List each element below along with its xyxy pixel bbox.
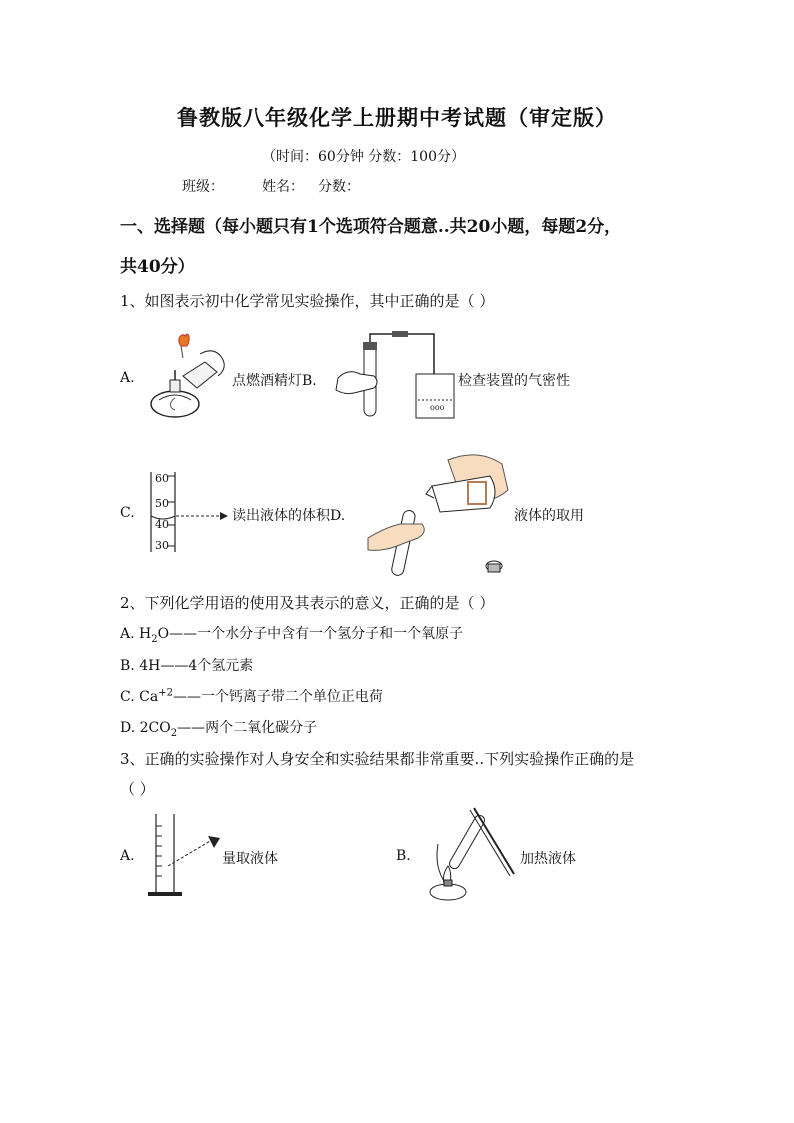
formula: 2CO [139, 720, 171, 736]
section-heading: 一、选择题（每小题只有1个选项符合题意..共20小题，每题2分， [120, 217, 622, 237]
formula: 4H [139, 658, 161, 674]
question-3-answer-blank: （ ） [120, 780, 155, 798]
score-label: 分数： [318, 179, 360, 195]
question-2-stem: 2、下列化学用语的使用及其表示的意义，正确的是（ ） [120, 594, 495, 612]
q3-option-a-caption: 量取液体 [222, 851, 278, 867]
cylinder-tick-60: 60 [155, 472, 169, 485]
heating-liquid-illustration [424, 804, 520, 904]
formula: H [139, 626, 152, 642]
q1-option-c-caption: 读出液体的体积D. [232, 508, 346, 524]
formula-subscript: 2 [151, 633, 158, 645]
q1-option-a-caption: 点燃酒精灯B. [232, 373, 317, 389]
cylinder-tick-40: 40 [155, 518, 169, 531]
formula: Ca [139, 689, 159, 705]
q3-option-a-letter: A. [120, 848, 135, 864]
formula-tail: O [157, 626, 170, 642]
formula-superscript: +2 [158, 687, 173, 699]
q1-option-d-caption: 液体的取用 [514, 508, 584, 524]
q2-option-c [120, 686, 383, 706]
option-text: ——4个氢元素 [160, 658, 254, 674]
measuring-cylinder-illustration [148, 812, 224, 898]
option-text: ——两个二氧化碳分子 [177, 720, 318, 736]
option-letter: C. [120, 689, 135, 705]
option-text: ——一个水分子中含有一个氢分子和一个氧原子 [169, 626, 464, 642]
q2-option-b [120, 655, 253, 675]
option-letter: D. [120, 720, 136, 736]
q3-option-b-caption: 加热液体 [520, 851, 576, 867]
q2-option-a [120, 623, 463, 645]
q1-option-b-caption: 检查装置的气密性 [458, 373, 570, 389]
page-title: 鲁教版八年级化学上册期中考试题（审定版） [177, 105, 617, 130]
option-letter: A. [120, 626, 135, 642]
exam-time-info: （时间：60分钟 分数：100分） [262, 149, 465, 165]
alcohol-lamp-illustration [145, 332, 235, 422]
question-3-stem: 3、正确的实验操作对人身安全和实验结果都非常重要..下列实验操作正确的是 [120, 750, 635, 768]
formula-subscript: 2 [170, 727, 178, 739]
name-label: 姓名： [262, 179, 304, 195]
cylinder-tick-50: 50 [155, 497, 169, 510]
cylinder-tick-30: 30 [155, 539, 169, 552]
q3-option-b-letter: B. [396, 848, 411, 864]
option-text: ——一个钙离子带二个单位正电荷 [172, 689, 383, 705]
liquid-pouring-illustration [368, 450, 516, 580]
question-1-stem: 1、如图表示初中化学常见实验操作，其中正确的是（ ） [120, 292, 495, 310]
option-letter: B. [120, 658, 135, 674]
section-heading-cont: 共40分） [120, 257, 195, 277]
q1-option-a-letter: A. [120, 370, 135, 386]
svg-text:ooo: ooo [430, 403, 445, 412]
airtightness-check-illustration [336, 330, 466, 422]
class-label: 班级： [182, 179, 224, 195]
q1-option-c-letter: C. [120, 505, 135, 521]
q2-option-d [120, 717, 317, 739]
